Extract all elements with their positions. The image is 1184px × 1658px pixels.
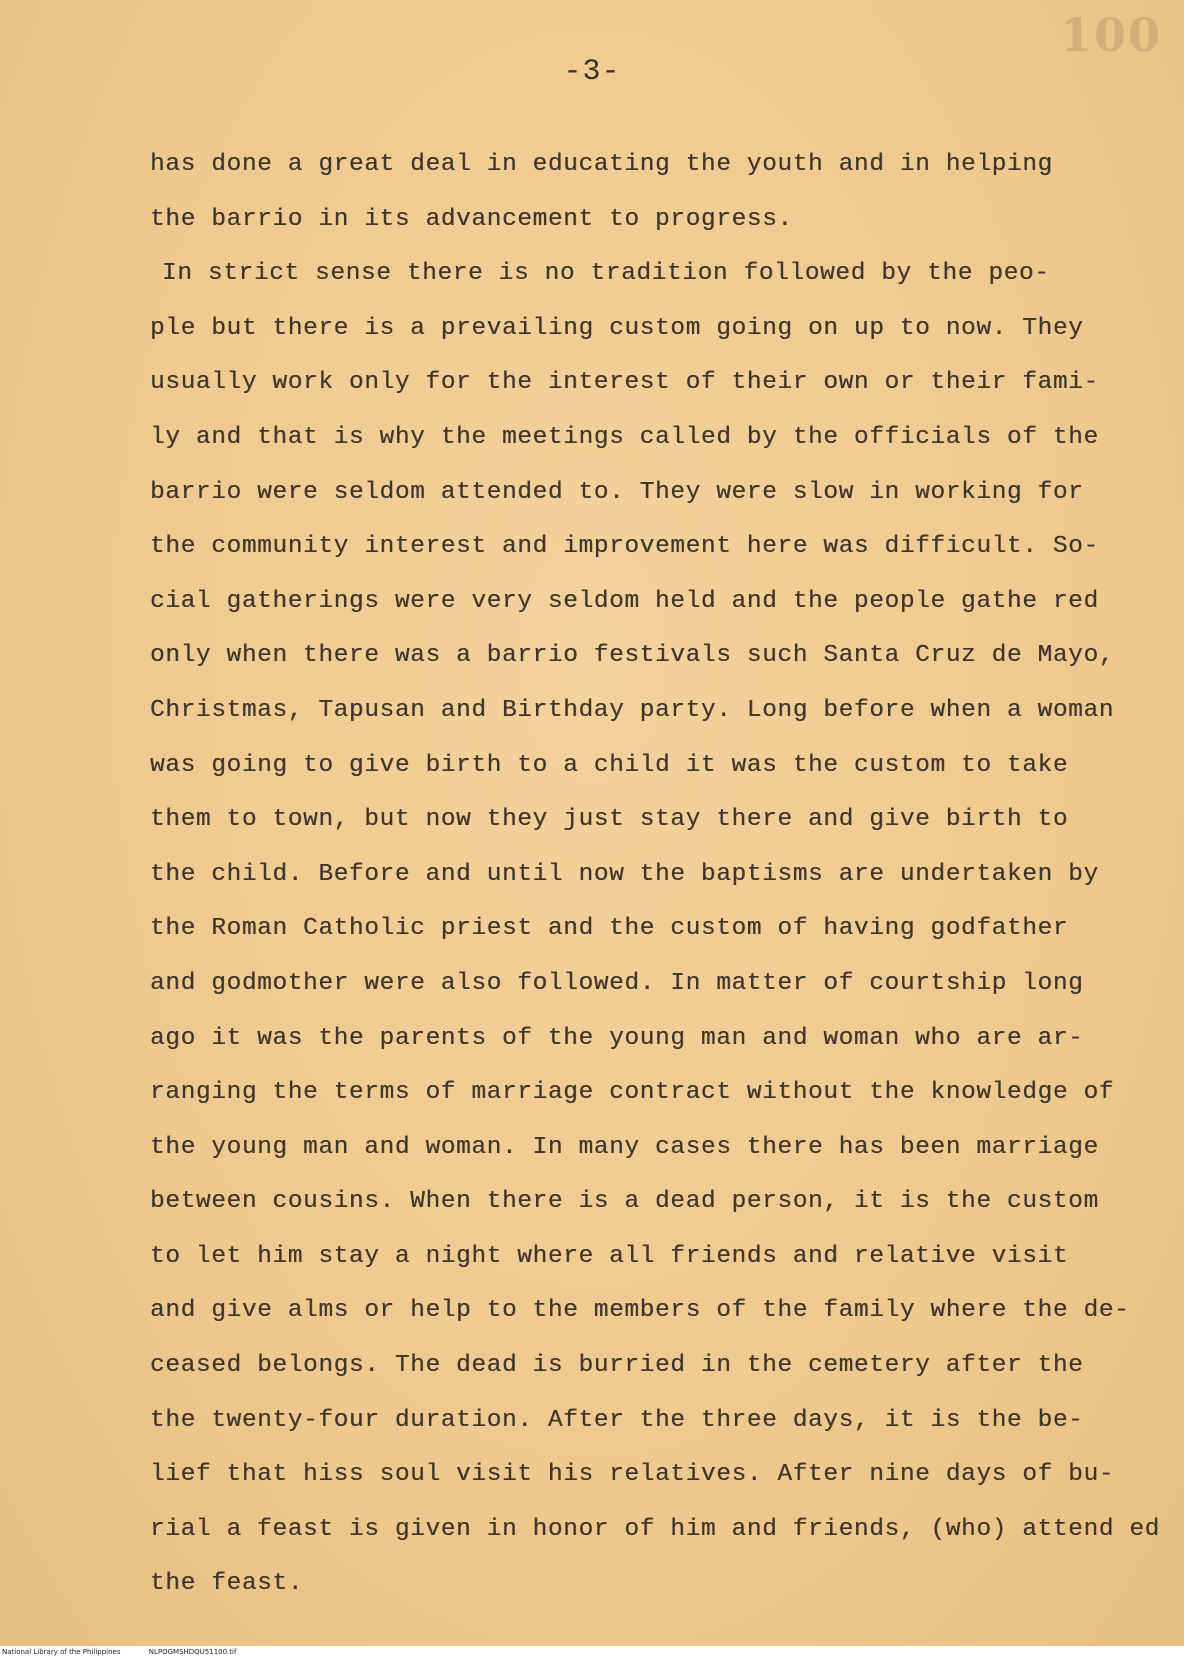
text-line: and godmother were also followed. In matter of courtship long <box>150 969 1084 997</box>
text-line: and give alms or help to the members of the family where the de- <box>150 1297 1130 1325</box>
text-line: the community interest and improvement here was difficult. So- <box>150 533 1099 561</box>
text-line: the child. Before and until now the baptisms are undertaken by <box>150 860 1099 888</box>
text-line: cial gatherings were very seldom held and the people gathe red <box>150 587 1099 615</box>
text-line: usually work only for the interest of their own or their fami- <box>150 369 1099 397</box>
footer-library: National Library of the Philippines <box>2 1648 121 1656</box>
text-line: to let him stay a night where all friends and relative visit <box>150 1242 1069 1270</box>
text-line: the young man and woman. In many cases there has been marriage <box>150 1133 1099 1161</box>
text-line: Christmas, Tapusan and Birthday party. Long before when a woman <box>150 696 1115 724</box>
text-line: ago it was the parents of the young man and woman who are ar- <box>150 1024 1084 1052</box>
text-line: the twenty-four duration. After the three days, it is the be- <box>150 1406 1084 1434</box>
text-line: lief that hiss soul visit his relatives. After nine days of bu- <box>150 1461 1115 1489</box>
text-line: barrio were seldom attended to. They were slow in working for <box>150 478 1084 506</box>
text-line: them to town, but now they just stay there and give birth to <box>150 806 1069 834</box>
text-line: only when there was a barrio festivals such Santa Cruz de Mayo, <box>150 642 1115 670</box>
footer-filename: NLPOGMSHDQU51100.tif <box>148 1648 237 1656</box>
text-line: was going to give birth to a child it was the custom to take <box>150 751 1069 779</box>
text-line: ceased belongs. The dead is burried in the cemetery after the <box>150 1352 1084 1380</box>
text-line: the Roman Catholic priest and the custom of having godfather <box>150 915 1069 943</box>
text-line: In strict sense there is no tradition followed by the peo- <box>162 260 1050 288</box>
page-number: -3- <box>563 55 621 89</box>
document-body <box>150 138 1160 1612</box>
text-line: ple but there is a prevailing custom going on up to now. They <box>150 314 1084 342</box>
text-line: the feast. <box>150 1570 304 1598</box>
text-line: ly and that is why the meetings called by the officials of the <box>150 423 1099 451</box>
text-line: has done a great deal in educating the youth and in helping <box>150 151 1053 178</box>
text-line: the barrio in its advancement to progress. <box>150 205 793 233</box>
scan-footer <box>0 1646 1184 1658</box>
text-line: rial a feast is given in honor of him and friends, (who) attend ed <box>150 1515 1160 1543</box>
page-stamp-number: 100 <box>1059 8 1162 62</box>
text-line: between cousins. When there is a dead person, it is the custom <box>150 1188 1099 1216</box>
text-line: ranging the terms of marriage contract without the knowledge of <box>150 1079 1115 1107</box>
